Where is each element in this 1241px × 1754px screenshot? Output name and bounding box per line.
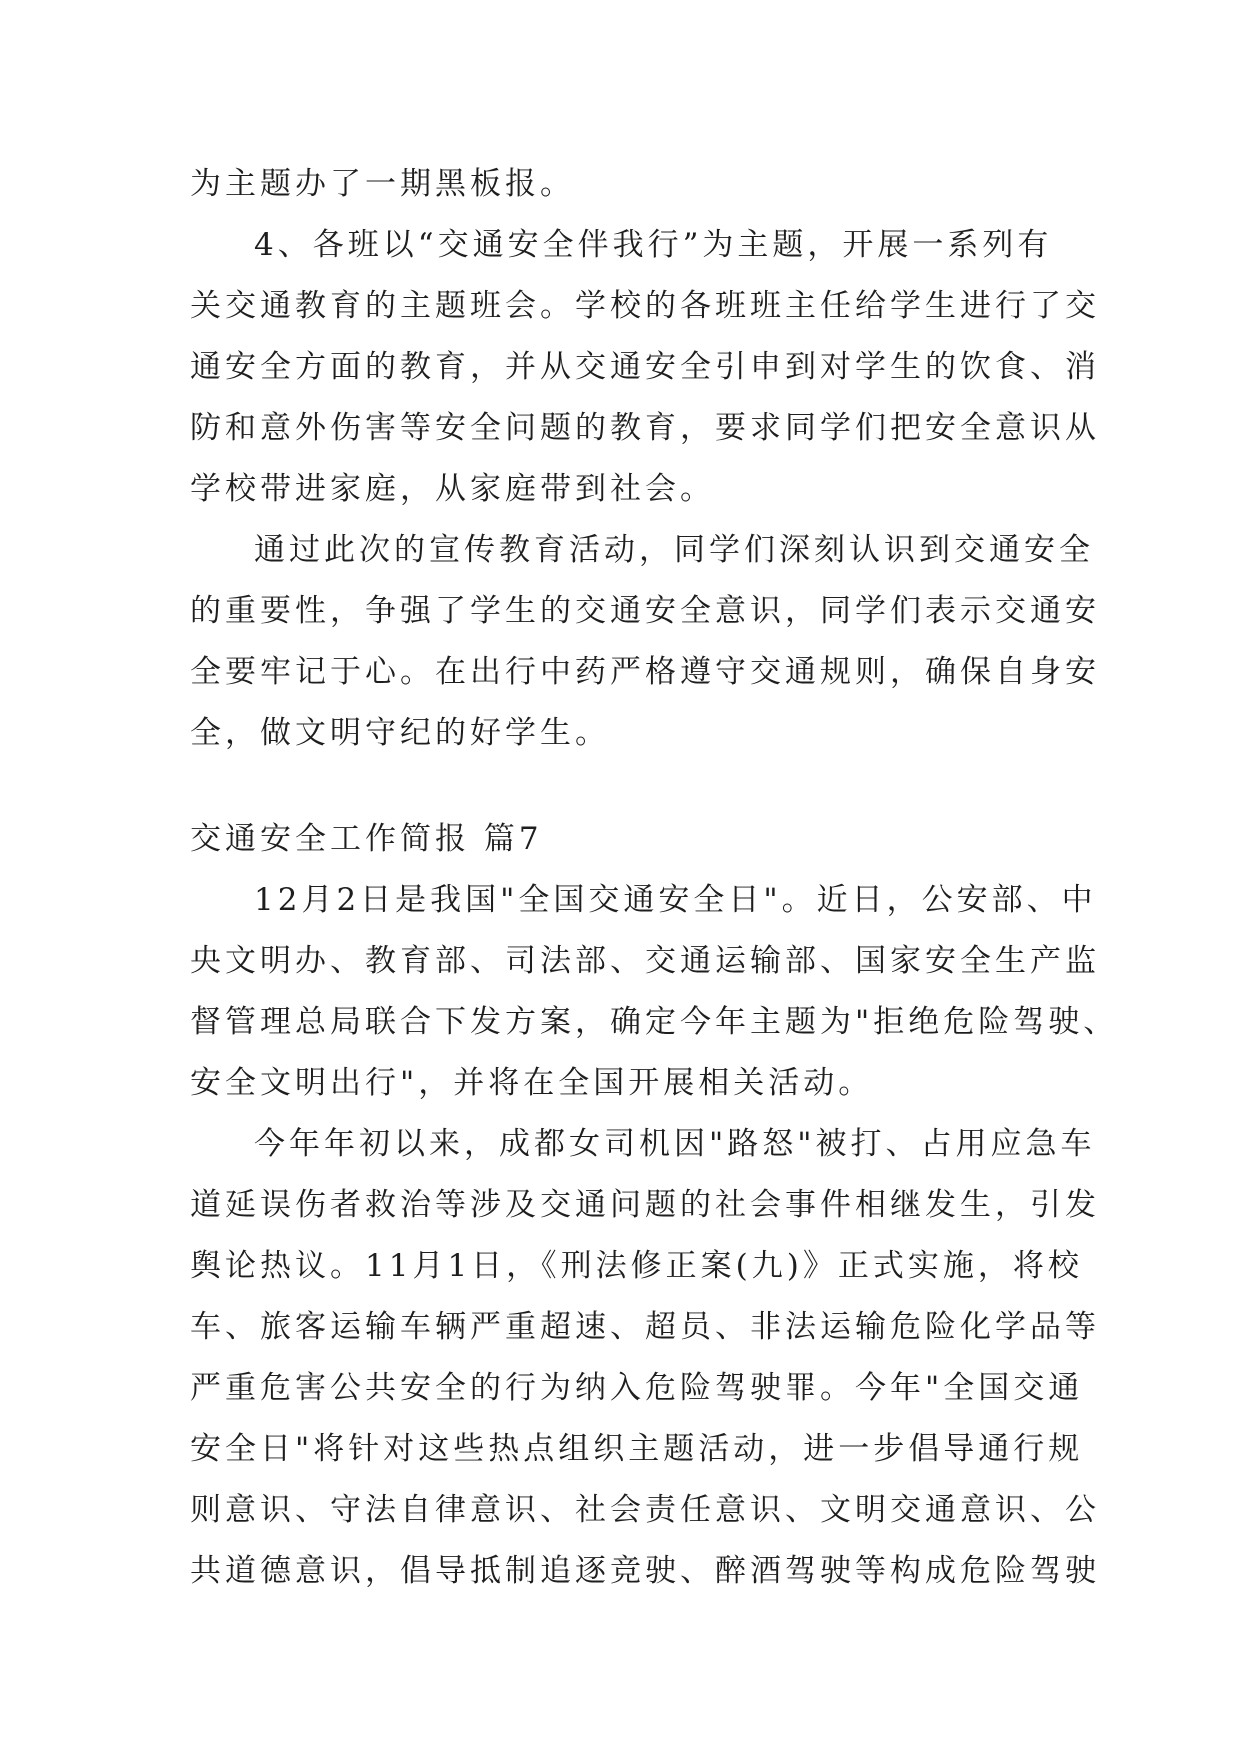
text-line: 全要牢记于心。在出行中药严格遵守交通规则，确保自身安 [190,654,1100,690]
text-line: 学校带进家庭，从家庭带到社会。 [190,471,715,507]
text-line: 道延误伤者救治等涉及交通问题的社会事件相继发生，引发 [190,1187,1100,1223]
text-line: 舆论热议。11月1日，《刑法修正案(九)》正式实施，将校 [190,1248,1083,1284]
text-line: 安全日"将针对这些热点组织主题活动，进一步倡导通行规 [190,1431,1084,1467]
text-line: 12月2日是我国"全国交通安全日"。近日，公安部、中 [254,882,1097,918]
text-line: 共道德意识，倡导抵制追逐竞驶、醉酒驾驶等构成危险驾驶 [190,1553,1100,1589]
text-line: 4、各班以“交通安全伴我行”为主题，开展一系列有 [254,227,1053,263]
text-line: 央文明办、教育部、司法部、交通运输部、国家安全生产监 [190,943,1100,979]
text-line: 通过此次的宣传教育活动，同学们深刻认识到交通安全 [254,532,1094,568]
text-line: 关交通教育的主题班会。学校的各班班主任给学生进行了交 [190,288,1100,324]
text-line: 今年年初以来，成都女司机因"路怒"被打、占用应急车 [254,1126,1096,1162]
text-line: 通安全方面的教育，并从交通安全引申到对学生的饮食、消 [190,349,1100,385]
text-line: 严重危害公共安全的行为纳入危险驾驶罪。今年"全国交通 [190,1370,1084,1406]
text-line: 督管理总局联合下发方案，确定今年主题为"拒绝危险驾驶、 [190,1004,1119,1040]
text-line: 全，做文明守纪的好学生。 [190,715,610,751]
text-line: 防和意外伤害等安全问题的教育，要求同学们把安全意识从 [190,410,1100,446]
section-heading: 交通安全工作简报 篇7 [190,821,543,857]
text-line: 为主题办了一期黑板报。 [190,166,575,202]
text-line: 则意识、守法自律意识、社会责任意识、文明交通意识、公 [190,1492,1100,1528]
text-line: 的重要性，争强了学生的交通安全意识，同学们表示交通安 [190,593,1100,629]
text-line: 车、旅客运输车辆严重超速、超员、非法运输危险化学品等 [190,1309,1100,1345]
text-line: 安全文明出行"，并将在全国开展相关活动。 [190,1065,874,1101]
